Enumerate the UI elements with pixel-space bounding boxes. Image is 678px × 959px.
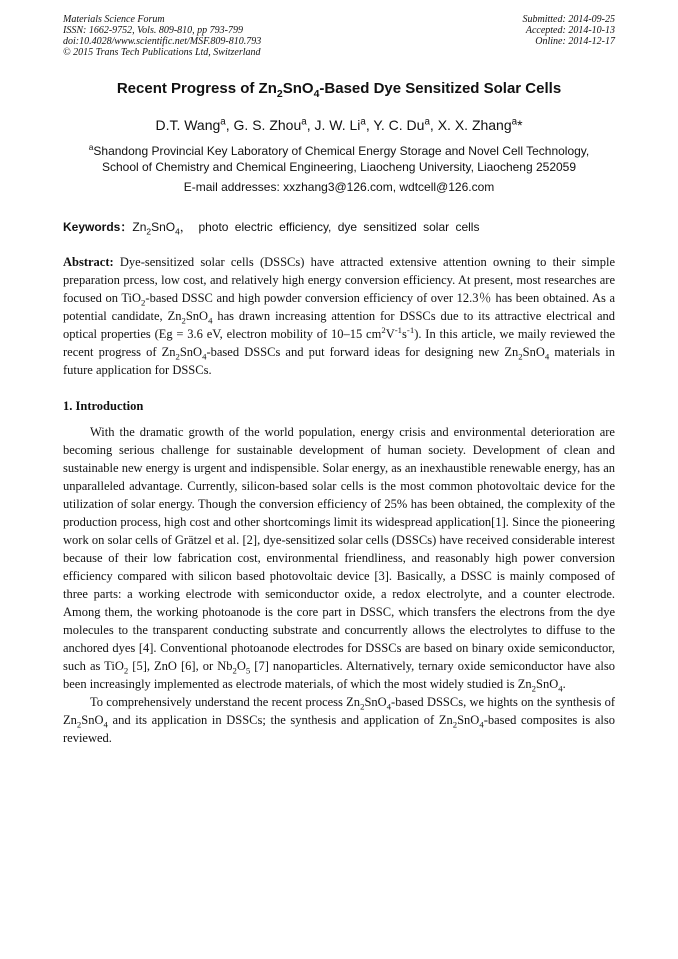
email-addresses: E-mail addresses: xxzhang3@126.com, wdtcell@126.com	[183, 180, 495, 194]
dates-header	[523, 14, 616, 47]
author: G. S. Zhou	[233, 117, 302, 133]
paper-title: Recent Progress of $Zn_2SnO_4$-Based Dye Sensitized Solar Cells	[116, 80, 562, 100]
journal-name: Materials Science Forum	[63, 14, 165, 25]
paragraph: With the dramatic growth of the world population, energy crisis and environmental deterioration are becoming serious challenge for sustainable development of human society. Development of clean and sustainable new energy is urgent and indispensible. Solar energy, as an inexhaustible renewable energy, has an unparalleled advantage. Currently, silicon-based solar cells is the most common photovoltaic device for the utilization of solar energy. Though the conversion efficiency of 25% has been obtained, the complexity of the production process, high cost and other shortcomings limit its widespread application[1]. Since the pioneering work on solar cells of Grätzel et al. [2], dye-sensitized solar cells (DSSCs) have received considerable interest because of their low fabrication cost, environmental friendliness, and reasonably high power conversion efficiency compared with silicon based photovoltaic device [3]. Basically, a DSSC is mainly composed of three parts: a working electrode with semiconductor oxide, a redox electrolyte, and a counter electrode. Among them, the working photoanode is the core part in DSSC, which transfers the electrons from the dye molecules to the transparent conducting substrate and concurrently allows the electrolytes to diffuse to the anchored dyes [4]. Conventional photoanode electrodes for DSSCs are based on binary oxide semiconductor, such as TiO$_2$ [5], ZnO [6], or $Nb_2O_5$ [7] nanoparticles. Alternatively, ternary oxide semiconductor have also been increasingly implemented as electrode materials, of which the most widely studied is $Zn_2SnO_4$.	[63, 425, 615, 694]
journal-header	[63, 14, 261, 58]
abstract: Abstract: Dye-sensitized solar cells (DSSCs) have attracted extensive attention owning to their simple preparation prcess, low cost, and relatively high energy conversion efficiency. At present, most researches are focused on TiO$_2$-based DSSC and high powder conversion efficiency of over 12.3％ has been obtained. As a potential candidate, $Zn_2SnO_4$ has drawn increasing attention for DSSCs due to its attractive electrical and optical properties (Eg = 3.6 eV, electron mobility of 10–15 $cm^2V^{-1}s^{-1}$). In this article, we maily reviewed the recent progress of $Zn_2SnO_4$-based DSSCs and put forward ideas for designing new $Zn_2SnO_4$ materials in future application for DSSCs.	[63, 255, 616, 377]
author: Y. C. Du	[373, 117, 425, 133]
abstract-label: Abstract:	[63, 255, 114, 269]
author: D.T. Wang	[155, 117, 221, 133]
author: X. X. Zhang	[437, 117, 512, 133]
keywords-label: Keywords	[63, 220, 121, 234]
section-heading: 1. Introduction	[63, 399, 144, 413]
copyright: © 2015 Trans Tech Publications Ltd, Switzerland	[63, 47, 261, 58]
introduction-body	[63, 423, 615, 747]
affiliation: $^a$Shandong Provincial Key Laboratory of Chemical Energy Storage and Novel Cell Technology, School of Chemistry and Chemical Engineering, Liaocheng University, Liaocheng 252059	[88, 142, 590, 174]
keywords: Keywords：$Zn_2SnO_4$， photo electric efficiency, dye sensitized solar cells	[63, 220, 480, 237]
issn: ISSN: 1662-9752, Vols. 809-810, pp 793-799	[63, 25, 243, 36]
submitted-date: Submitted: 2014-09-25	[522, 14, 615, 25]
author: J. W. Li	[314, 117, 361, 133]
author-list: D.T. Wang$^a$, G. S. Zhou$^a$, J. W. Li$^a$, Y. C. Du$^a$, X. X. Zhang$^a$*	[155, 116, 523, 133]
paragraph: To comprehensively understand the recent process $Zn_2SnO_4$-based DSSCs, we hights on the synthesis of $Zn_2SnO_4$ and its application in DSSCs; the synthesis and application of $Zn_2SnO_4$-based composites is also reviewed.	[63, 695, 616, 745]
online-date: Online: 2014-12-17	[535, 36, 615, 47]
accepted-date: Accepted: 2014-10-13	[525, 25, 615, 36]
doi: doi:10.4028/www.scientific.net/MSF.809-810.793	[63, 36, 262, 47]
